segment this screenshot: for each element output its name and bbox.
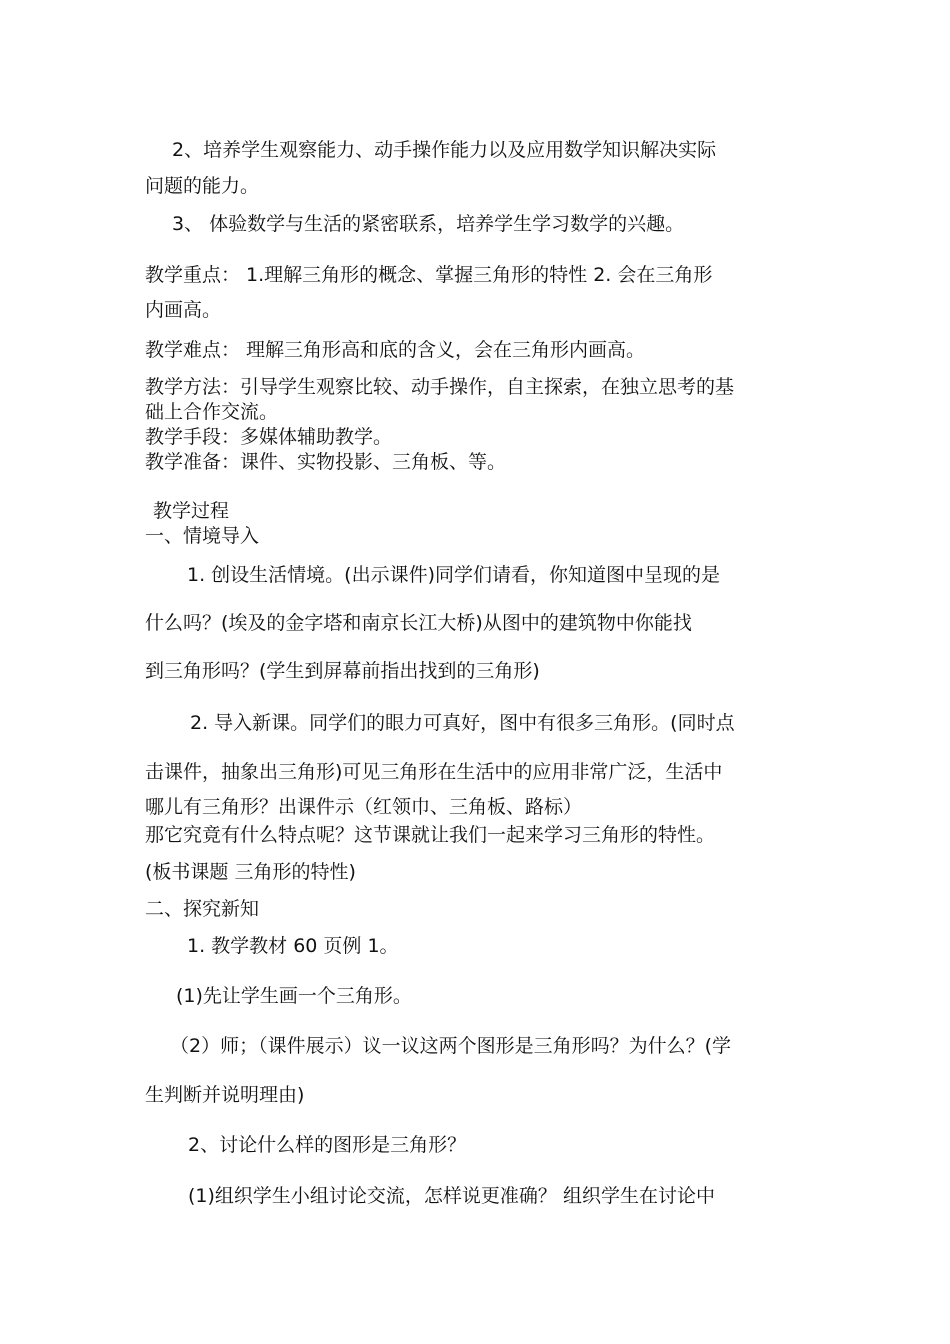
- intro-line-1: 2. 导入新课。同学们的眼力可真好，图中有很多三角形。(同时点: [190, 712, 735, 734]
- key-points-line-1: 教学重点： 1.理解三角形的概念、掌握三角形的特性 2. 会在三角形: [145, 264, 713, 286]
- goal-2-line-2: 问题的能力。: [145, 175, 260, 197]
- method-line-1: 教学方法：引导学生观察比较、动手操作，自主探索，在独立思考的基: [145, 376, 735, 398]
- scene-line-2: 什么吗？(埃及的金字塔和南京长江大桥)从图中的建筑物中你能找: [145, 612, 692, 634]
- step-2-line-1: （2）师；（课件展示）议一议这两个图形是三角形吗？为什么？(学: [170, 1035, 732, 1057]
- intro-line-3: 哪儿有三角形？出课件示（红领巾、三角板、路标）: [145, 796, 583, 818]
- discussion-heading: 2、讨论什么样的图形是三角形？: [188, 1134, 467, 1156]
- board-title-line: (板书课题 三角形的特性): [145, 861, 356, 883]
- step-2-line-2: 生判断并说明理由): [145, 1084, 305, 1106]
- key-points-line-2: 内画高。: [145, 299, 222, 321]
- intro-line-2: 击课件，抽象出三角形)可见三角形在生活中的应用非常广泛，生活中: [145, 761, 723, 783]
- step-1-line: (1)先让学生画一个三角形。: [176, 985, 412, 1007]
- goal-2-line-1: 2、培养学生观察能力、动手操作能力以及应用数学知识解决实际: [172, 139, 717, 161]
- method-line-2: 础上合作交流。: [145, 401, 279, 423]
- means-line: 教学手段：多媒体辅助教学。: [145, 426, 393, 448]
- scene-line-3: 到三角形吗？(学生到屏幕前指出找到的三角形): [145, 660, 540, 682]
- discussion-line-1: (1)组织学生小组讨论交流，怎样说更准确？ 组织学生在讨论中: [188, 1185, 715, 1207]
- preparation-line: 教学准备：课件、实物投影、三角板、等。: [145, 451, 507, 473]
- section-2-heading: 二、探究新知: [145, 898, 260, 920]
- scene-line-1: 1. 创设生活情境。(出示课件)同学们请看，你知道图中呈现的是: [187, 564, 720, 586]
- goal-3-line: 3、 体验数学与生活的紧密联系，培养学生学习数学的兴趣。: [172, 213, 685, 235]
- difficulty-line: 教学难点： 理解三角形高和底的含义，会在三角形内画高。: [145, 339, 646, 361]
- example-1-line: 1. 教学教材 60 页例 1。: [187, 935, 399, 957]
- intro-line-4: 那它究竟有什么特点呢？这节课就让我们一起来学习三角形的特性。: [145, 824, 716, 846]
- section-1-heading: 一、情境导入: [145, 525, 260, 547]
- process-heading: 教学过程: [153, 500, 230, 522]
